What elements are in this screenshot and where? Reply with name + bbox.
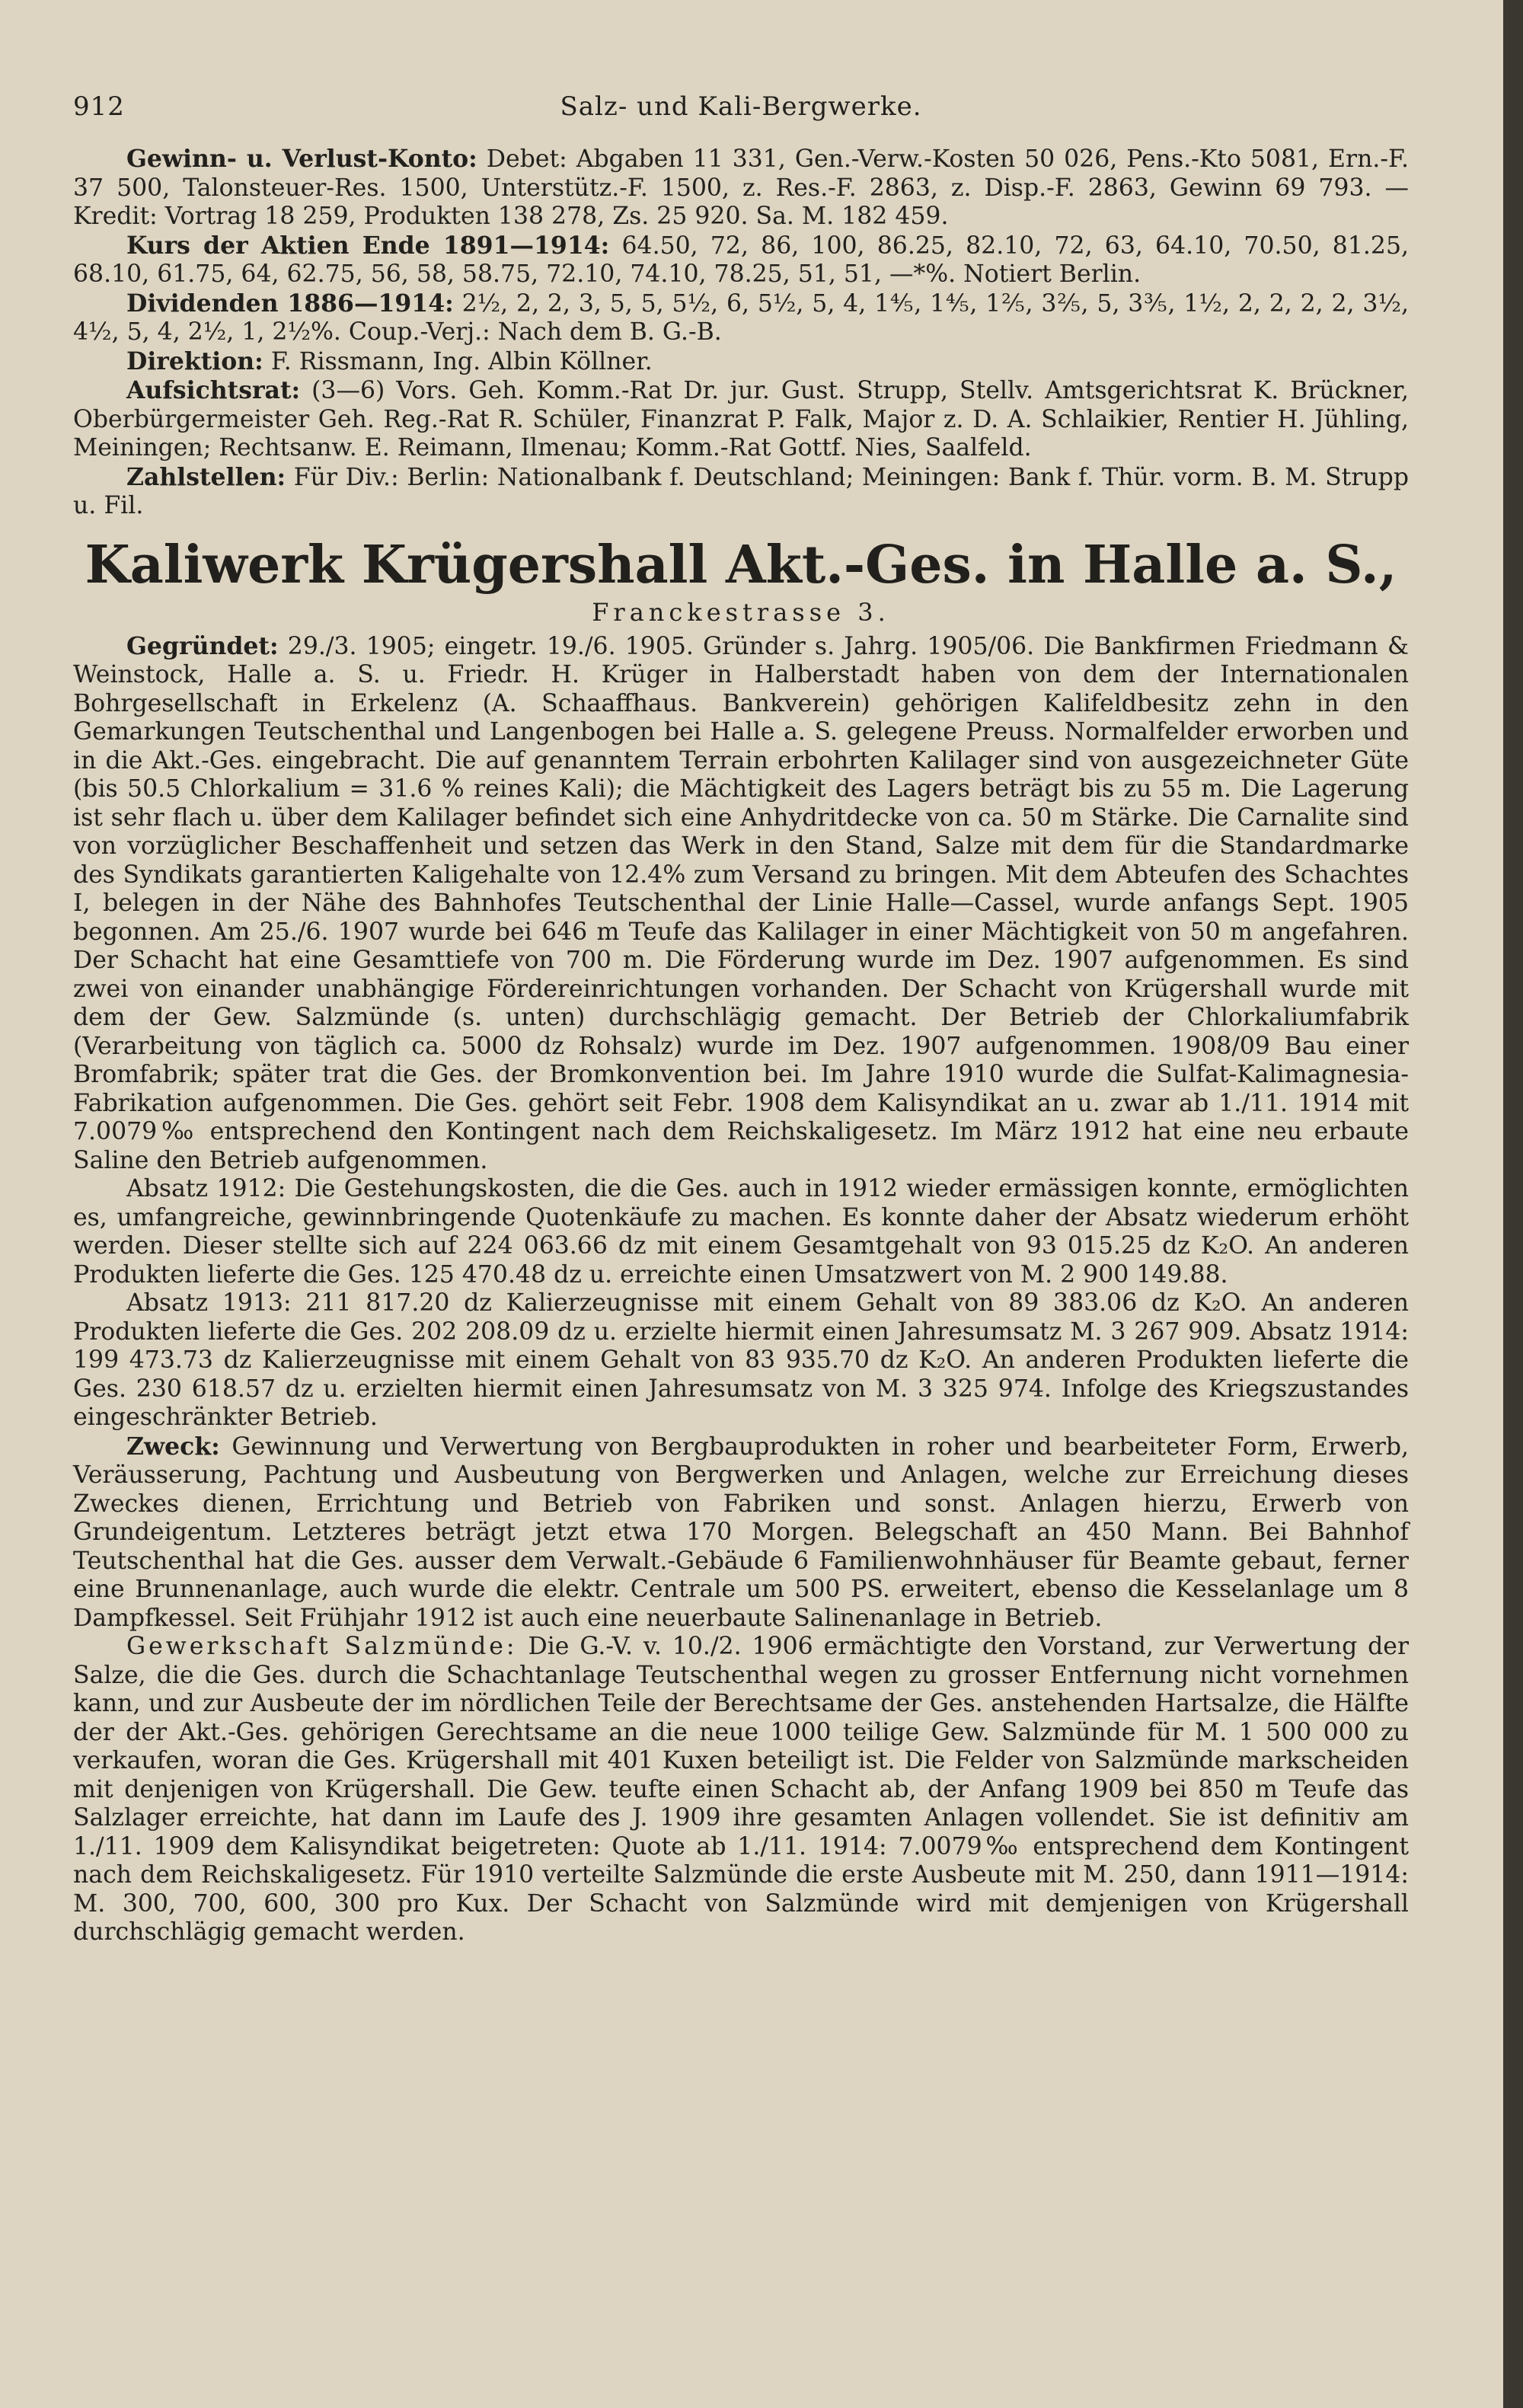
gewerkschaft-paragraph xyxy=(73,1633,1409,1947)
gewerkschaft-label: Gewerkschaft Salzmünde: xyxy=(126,1633,518,1660)
aufsichtsrat-paragraph xyxy=(73,376,1409,463)
direktion-text: F. Rissmann, Ing. Albin Köllner. xyxy=(270,347,653,375)
direktion-paragraph xyxy=(73,347,1409,377)
company-title: Kaliwerk Krügershall Akt.-Ges. in Halle a. S., xyxy=(85,534,1397,596)
gegruendet-paragraph xyxy=(73,632,1409,1176)
zahlstellen-text: Für Div.: Berlin: Nationalbank f. Deutschland; Meiningen: Bank f. Thür. vorm. B. M. Strupp u. Fil. xyxy=(73,463,1409,519)
direktion-label: Direktion: xyxy=(126,347,263,375)
gewinn-verlust-label: Gewinn- u. Verlust-Konto: xyxy=(126,145,477,173)
gewinn-verlust-text: Debet: Abgaben 11 331, Gen.-Verw.-Kosten 50 026, Pens.-Kto 5081, Ern.-F. 37 500, Talonsteuer-Res. 1500, Unterstütz.-F. 1500, z. Res.-F. 2863, z. Disp.-F. 2863, Gewinn 69 793. — Kredit: Vortrag 18 259, Produkten 138 278, Zs. 25 920. Sa. M. 182 459. xyxy=(73,145,1409,230)
aufsichtsrat-label: Aufsichtsrat: xyxy=(126,376,301,404)
page-number: 912 xyxy=(73,91,125,122)
running-title: Salz- und Kali-Bergwerke. xyxy=(560,91,922,122)
page-header xyxy=(73,91,1409,145)
gegruendet-text: 29./3. 1905; eingetr. 19./6. 1905. Gründer s. Jahrg. 1905/06. Die Bankfirmen Friedmann & Weinstock, Halle a. S. u. Friedr. H. Krüger in Halberstadt haben von dem der Internationalen Bohrgesellschaft in Erkelenz (A. Schaaffhaus. Bankverein) gehörigen Kalifeldbesitz zehn in den Gemarkungen Teutschenthal und Langenbogen bei Halle a. S. gelegene Preuss. Normalfelder erworben und in die Akt.-Ges. eingebracht. Die auf genanntem Terrain erbohrten Kalilager sind von ausgezeichneter Güte (bis 50.5 Chlorkalium = 31.6 % reines Kali); die Mächtigkeit des Lagers beträgt bis zu 55 m. Die Lagerung ist sehr flach u. über dem Kalilager befindet sich eine Anhydritdecke von ca. 50 m Stärke. Die Carnalite sind von vorzüglicher Beschaffenheit und setzen das Werk in den Stand, Salze mit dem für die Standardmarke des Syndikats garantierten Kaligehalte von 12.4% zum Versand zu bringen. Mit dem Abteufen des Schachtes I, belegen in der Nähe des Bahnhofes Teutschenthal der Linie Halle—Cassel, wurde anfangs Sept. 1905 begonnen. Am 25./6. 1907 wurde bei 646 m Teufe das Kalilager in einer Mächtigkeit von 50 m angefahren. Der Schacht hat eine Gesamttiefe von 700 m. Die Förderung wurde im Dez. 1907 aufgenommen. Es sind zwei von einander unabhängige Fördereinrichtungen vorhanden. Der Schacht von Krügershall wurde mit dem der Gew. Salzmünde (s. unten) durchschlägig gemacht. Der Betrieb der Chlorkaliumfabrik (Verarbeitung von täglich ca. 5000 dz Rohsalz) wurde im Dez. 1907 aufgenommen. 1908/09 Bau einer Bromfabrik; später trat die Ges. der Bromkonvention bei. Im Jahre 1910 wurde die Sulfat-Kalimagnesia-Fabrikation aufgenommen. Die Ges. gehört seit Febr. 1908 dem Kalisyndikat an u. zwar ab 1./11. 1914 mit 7.0079‰ entsprechend den Kontingent nach dem Reichskaligesetz. Im März 1912 hat eine neu erbaute Saline den Betrieb aufgenommen. xyxy=(73,632,1409,1174)
zahlstellen-label: Zahlstellen: xyxy=(126,462,286,491)
zweck-label: Zweck: xyxy=(126,1432,220,1461)
zahlstellen-paragraph xyxy=(73,463,1409,521)
dividenden-label: Dividenden 1886—1914: xyxy=(126,289,454,318)
absatz-1913-paragraph: Absatz 1913: 211 817.20 dz Kalierzeugnisse mit einem Gehalt von 89 383.06 dz K₂O. An anderen Produkten lieferte die Ges. 202 208.09 dz u. erzielte hiermit einen Jahresumsatz M. 3 267 909. Absatz 1914: 199 473.73 dz Kalierzeugnisse mit einem Gehalt von 83 935.70 dz K₂O. An anderen Produkten lieferte die Ges. 230 618.57 dz u. erzielten hiermit einen Jahresumsatz von M. 3 325 974. Infolge des Kriegszustandes eingeschränkter Betrieb. xyxy=(73,1289,1409,1431)
absatz-1912-paragraph: Absatz 1912: Die Gestehungskosten, die die Ges. auch in 1912 wieder ermässigen konnte, ermöglichten es, umfangreiche, gewinnbringende Quotenkäufe zu machen. Es konnte daher der Absatz wiederum erhöht werden. Dieser stellte sich auf 224 063.66 dz mit einem Gesamtgehalt von 93 015.25 dz K₂O. An anderen Produkten lieferte die Ges. 125 470.48 dz u. erreichte einen Umsatzwert von M. 2 900 149.88. xyxy=(73,1175,1409,1289)
kurs-paragraph xyxy=(73,232,1409,289)
aufsichtsrat-text: (3—6) Vors. Geh. Komm.-Rat Dr. jur. Gust. Strupp, Stellv. Amtsgerichtsrat K. Brückner, Oberbürgermeister Geh. Reg.-Rat R. Schüler, Finanzrat P. Falk, Major z. D. A. Schlaikier, Rentier H. Jühling, Meiningen; Rechtsanw. E. Reimann, Ilmenau; Komm.-Rat Gottf. Nies, Saalfeld. xyxy=(73,377,1409,461)
dividenden-paragraph xyxy=(73,289,1409,347)
zweck-paragraph xyxy=(73,1432,1409,1634)
zweck-text: Gewinnung und Verwertung von Bergbauprodukten in roher und bearbeiteter Form, Erwerb, Veräusserung, Pachtung und Ausbeutung von Bergwerken und Anlagen, welche zur Erreichung dieses Zweckes dienen, Errichtung und Betrieb von Fabriken und sonst. Anlagen hierzu, Erwerb von Grundeigentum. Letzteres beträgt jetzt etwa 170 Morgen. Belegschaft an 450 Mann. Bei Bahnhof Teutschenthal hat die Ges. ausser dem Verwalt.-Gebäude 6 Familienwohnhäuser für Beamte gebaut, ferner eine Brunnenanlage, auch wurde die elektr. Centrale um 500 PS. erweitert, ebenso die Kesselanlage um 8 Dampfkessel. Seit Frühjahr 1912 ist auch eine neuerbaute Salinenanlage in Betrieb. xyxy=(73,1432,1410,1632)
company-address: Franckestrasse 3. xyxy=(592,597,890,627)
gegruendet-label: Gegründet: xyxy=(126,631,279,660)
gewinn-verlust-paragraph xyxy=(73,145,1409,232)
kurs-text: 64.50, 72, 86, 100, 86.25, 82.10, 72, 63, 64.10, 70.50, 81.25, 68.10, 61.75, 64, 62.75, 56, 58, 58.75, 72.10, 74.10, 78.25, 51, 51, —*%. Notiert Berlin. xyxy=(73,232,1410,288)
kurs-label: Kurs der Aktien Ende 1891—1914: xyxy=(126,231,610,260)
dividenden-text: 2½, 2, 2, 3, 5, 5, 5½, 6, 5½, 5, 4, 1⅘, 1⅘, 1⅖, 3⅖, 5, 3⅗, 1½, 2, 2, 2, 2, 3½, 4½, 5, 4, 2½, 1, 2½%. Coup.-Verj.: Nach dem B. G.-B. xyxy=(73,289,1409,346)
gewerkschaft-text: Die G.-V. v. 10./2. 1906 ermächtigte den Vorstand, zur Verwertung der Salze, die die Ges. durch die Schachtanlage Teutschenthal wegen zu grosser Entfernung nicht vornehmen kann, und zur Ausbeute der im nördlichen Teile der Berechtsame der Ges. anstehenden Hartsalze, die Hälfte der der Akt.-Ges. gehörigen Gerechtsame an die neue 1000 teilige Gew. Salzmünde für M. 1 500 000 zu verkaufen, woran die Ges. Krügershall mit 401 Kuxen beteiligt ist. Die Felder von Salzmünde markscheiden mit denjenigen von Krügershall. Die Gew. teufte einen Schacht ab, der Anfang 1909 bei 850 m Teufe das Salzlager erreichte, hat dann im Laufe des J. 1909 ihre gesamten Anlagen vollendet. Sie ist definitiv am 1./11. 1909 dem Kalisyndikat beigetreten: Quote ab 1./11. 1914: 7.0079‰ entsprechend dem Kontingent nach dem Reichskaligesetz. Für 1910 verteilte Salzmünde die erste Ausbeute mit M. 250, dann 1911—1914: M. 300, 700, 600, 300 pro Kux. Der Schacht von Salzmünde wird mit demjenigen von Krügershall durchschlägig gemacht werden. xyxy=(73,1633,1410,1946)
page-edge xyxy=(1503,0,1523,2408)
